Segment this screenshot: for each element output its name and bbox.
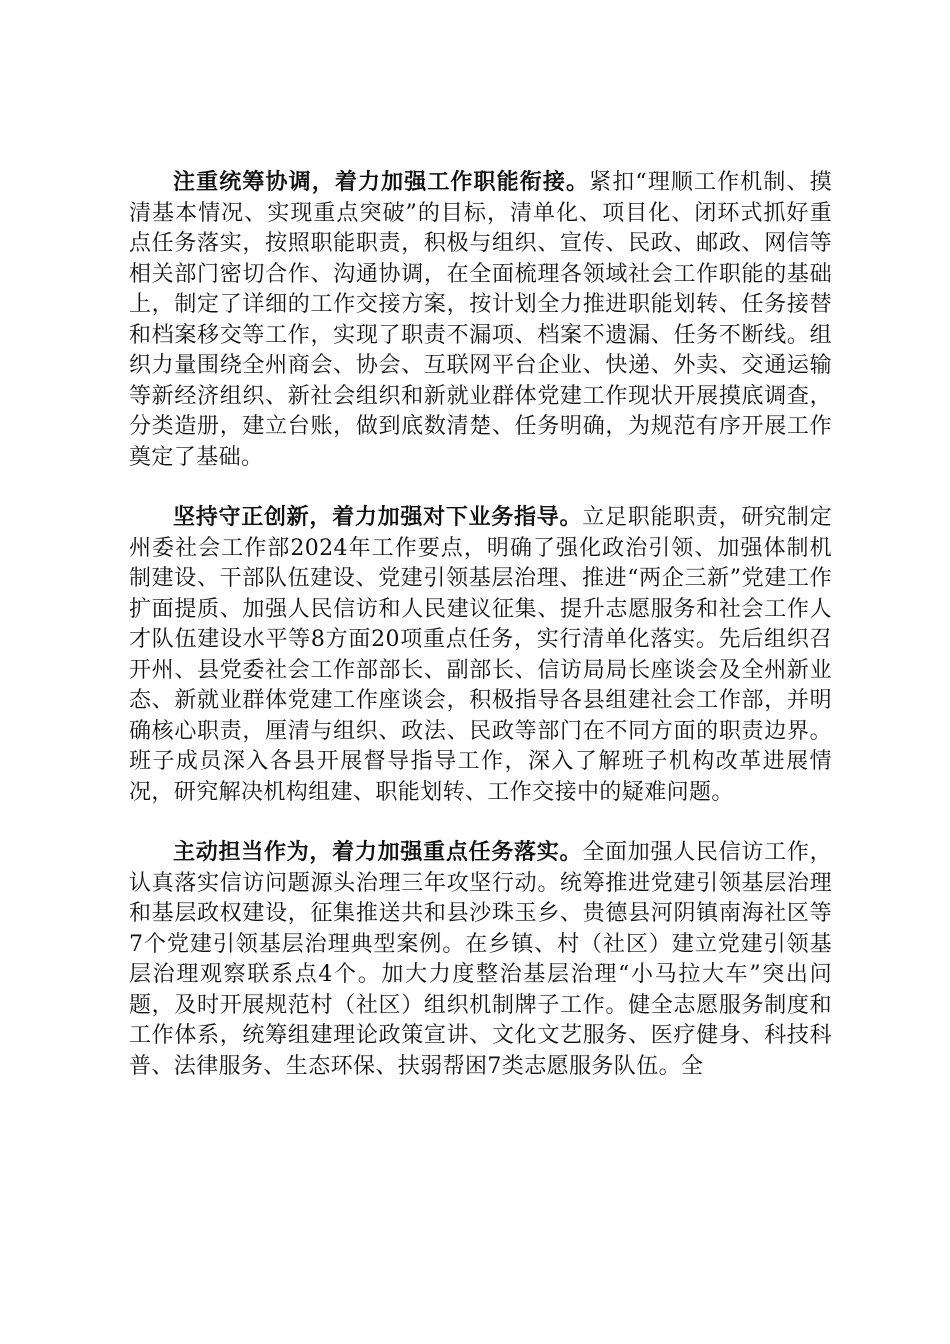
paragraph-3-text: 全面加强人民信访工作，认真落实信访问题源头治理三年攻坚行动。统筹推进党建引领基层治理和基层政权建设，征集推送共和县沙珠玉乡、贵德县河阴镇南海社区等7个党建引领基层治理典型案例。在乡镇、村（社区）建立党建引领基层治理观察联系点4个。加大力度整治基层治理“小马拉大车”突出问题，及时开展规范村（社区）组织机制牌子工作。健全志愿服务制度和工作体系，统筹组建理论政策宣讲、文化文艺服务、医疗健身、科技科普、法律服务、生态环保、扶弱帮困7类志愿服务队伍。全 bbox=[129, 840, 833, 1079]
paragraph-1-text: 紧扣“理顺工作机制、摸清基本情况、实现重点突破”的目标，清单化、项目化、闭环式抓好重点任务落实，按照职能职责，积极与组织、宣传、民政、邮政、网信等相关部门密切合作、沟通协调，在全面梳理各领域社会工作职能的基础上，制定了详细的工作交接方案，按计划全力推进职能划转、任务接替和档案移交等工作，实现了职责不漏项、档案不遗漏、任务不断线。组织力量围绕全州商会、协会、互联网平台企业、快递、外卖、交通运输等新经济组织、新社会组织和新就业群体党建工作现状开展摸底调查，分类造册，建立台账，做到底数清楚、任务明确，为规范有序开展工作奠定了基础。 bbox=[129, 170, 832, 470]
paragraph-2-heading: 坚持守正创新，着力加强对下业务指导。 bbox=[173, 505, 583, 530]
paragraph-1-heading: 注重统筹协调，着力加强工作职能衔接。 bbox=[173, 170, 590, 195]
paragraph-3-heading: 主动担当作为，着力加强重点任务落实。 bbox=[173, 840, 583, 865]
paragraph-1 bbox=[129, 168, 832, 473]
paragraph-2-text: 立足职能职责，研究制定州委社会工作部2024年工作要点，明确了强化政治引领、加强体制机制建设、干部队伍建设、党建引领基层治理、推进“两企三新”党建工作扩面提质、加强人民信访和人民建议征集、提升志愿服务和社会工作人才队伍建设水平等8方面20项重点任务，实行清单化落实。先后组织召开州、县党委社会工作部部长、副部长、信访局局长座谈会及全州新业态、新就业群体党建工作座谈会，积极指导各县组建社会工作部，并明确核心职责，厘清与组织、政法、民政等部门在不同方面的职责边界。班子成员深入各县开展督导指导工作，深入了解班子机构改革进展情况，研究解决机构组建、职能划转、工作交接中的疑难问题。 bbox=[129, 505, 833, 805]
paragraph-3 bbox=[129, 838, 832, 1082]
document-body bbox=[129, 168, 832, 1112]
paragraph-2 bbox=[129, 503, 832, 808]
